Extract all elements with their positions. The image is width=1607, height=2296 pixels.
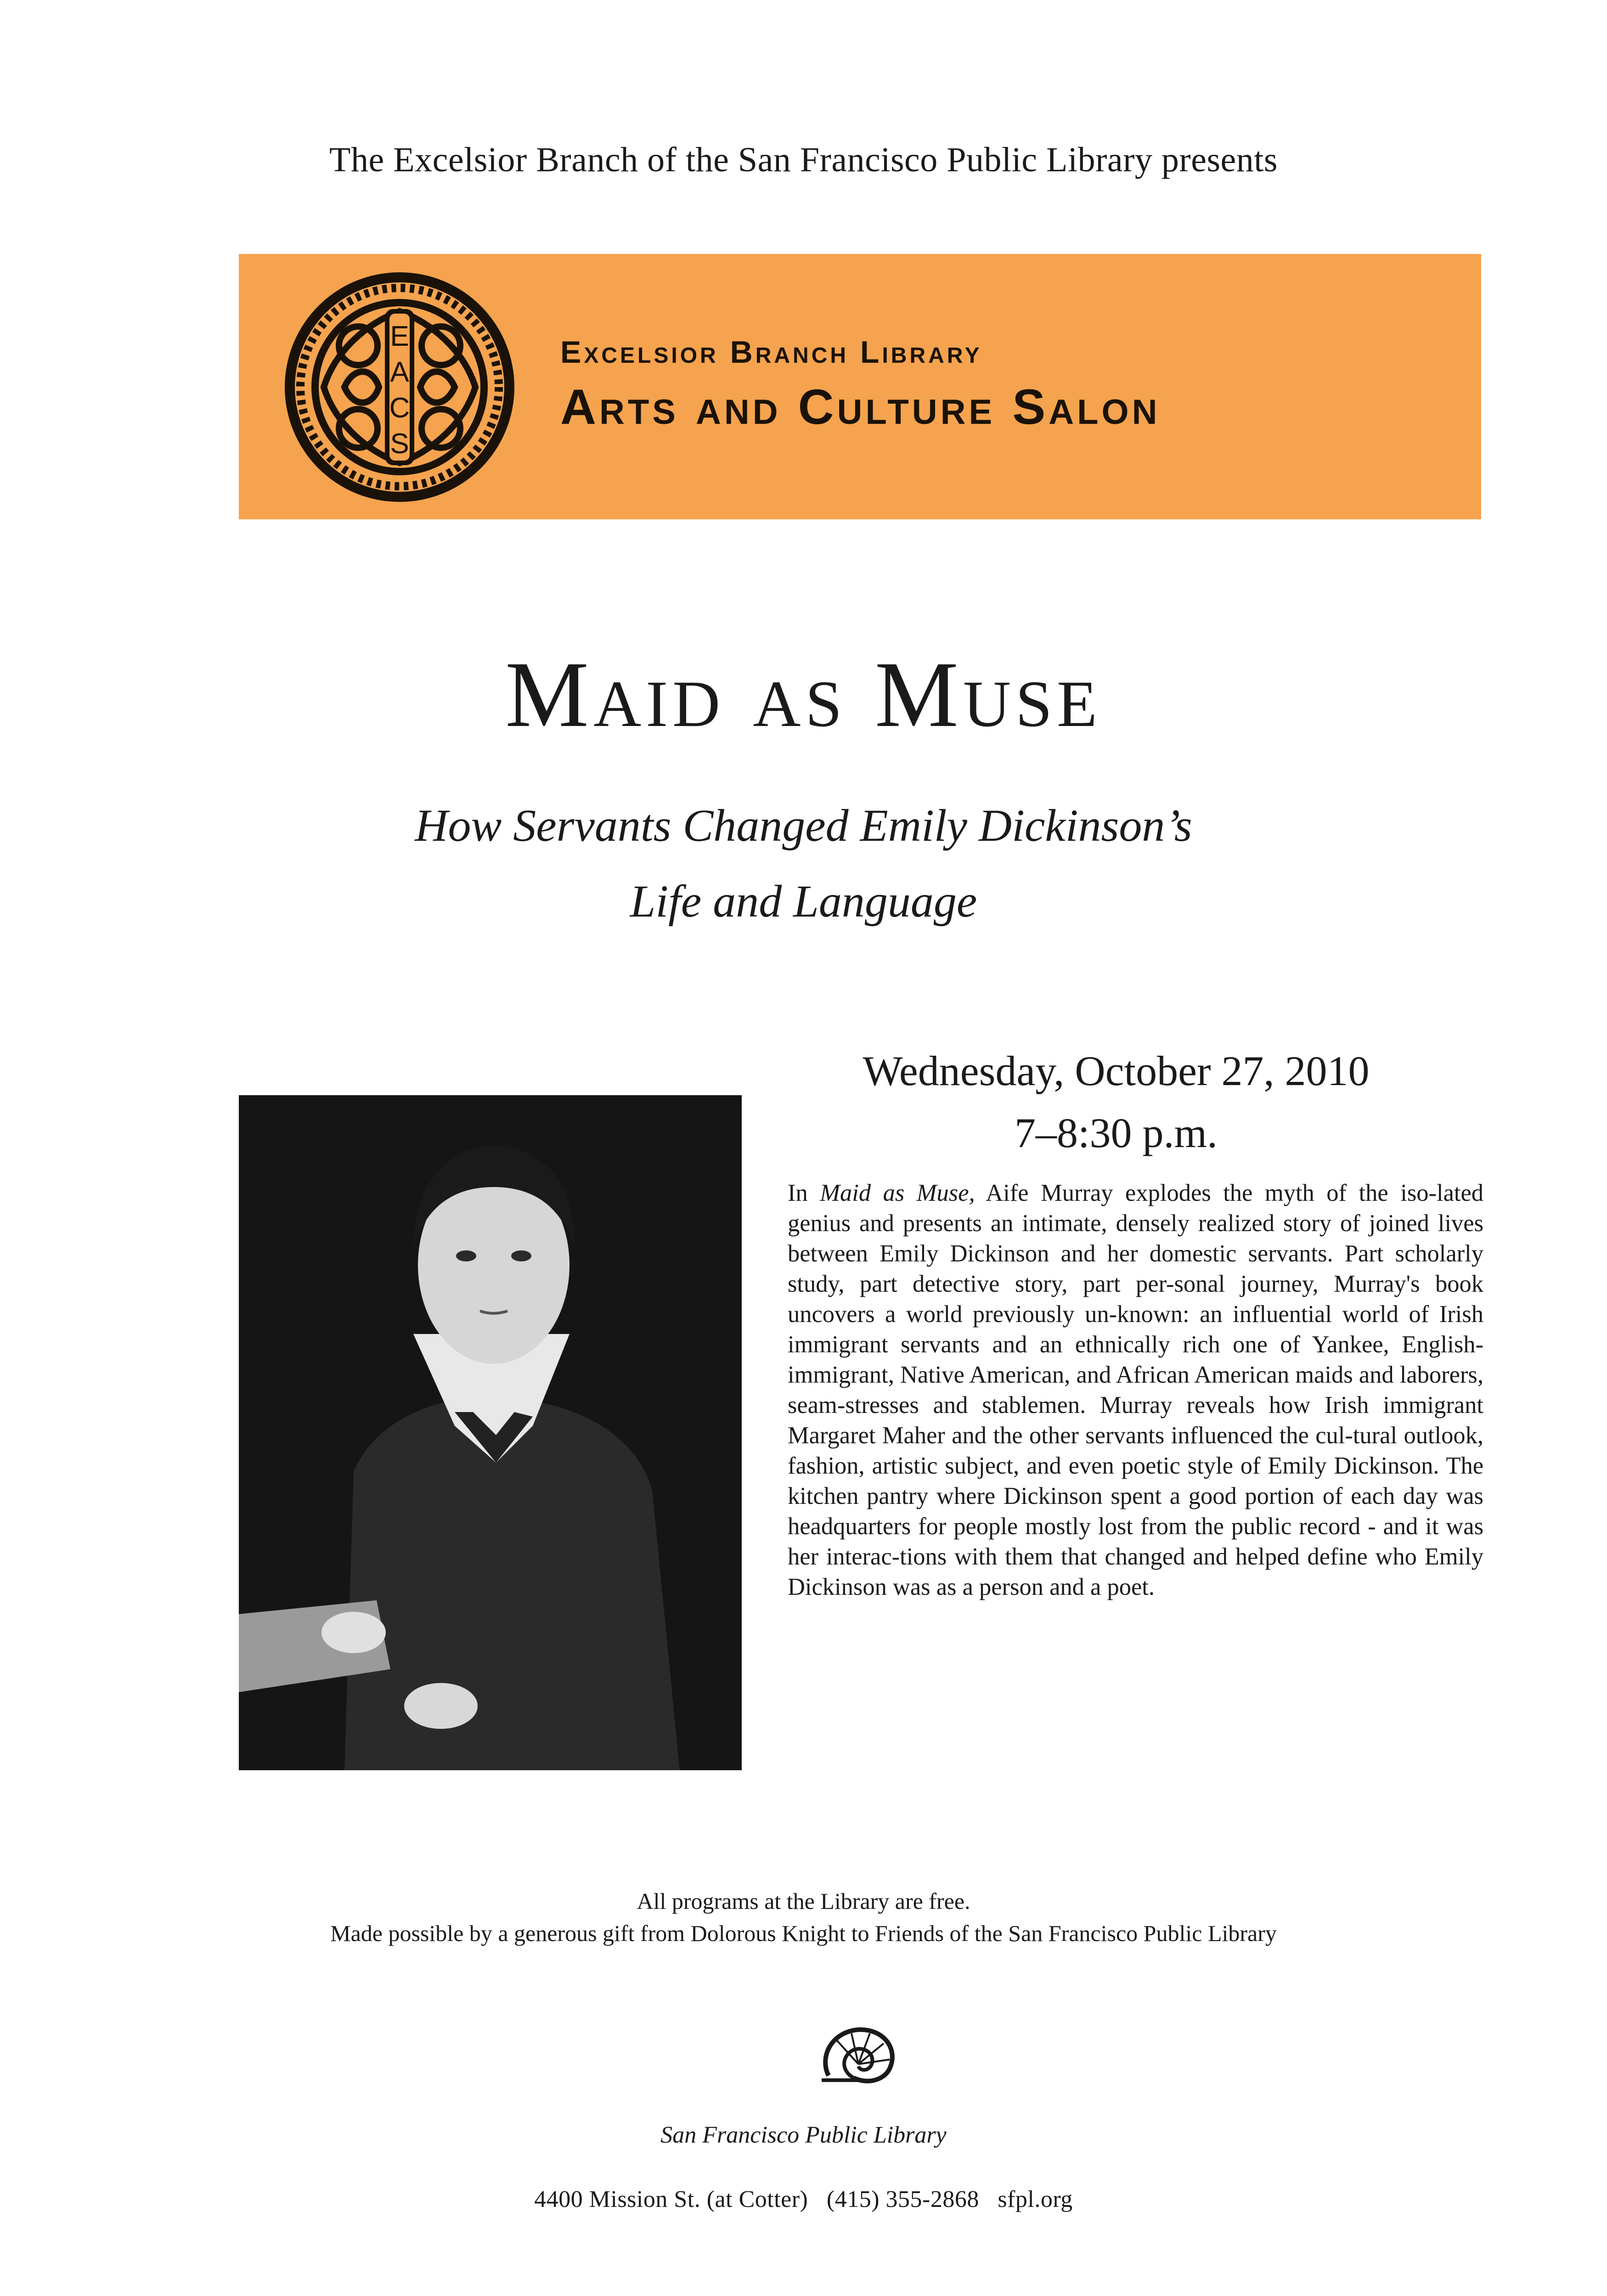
seal-letter-s: S (390, 428, 409, 460)
sponsor-note: Made possible by a generous gift from Dolorous Knight to Friends of the San Francisco Public Library (330, 1920, 1277, 1946)
free-programs-note: All programs at the Library are free. (637, 1888, 970, 1914)
emily-dickinson-portrait (239, 1095, 742, 1770)
library-address: 4400 Mission St. (at Cotter) (534, 2186, 808, 2212)
description-book-title: Maid as Muse, (820, 1180, 975, 1206)
seal-letter-a: A (390, 356, 409, 388)
presenter-line: The Excelsior Branch of the San Francisco Public Library presents (329, 141, 1278, 179)
library-website-link[interactable]: sfpl.org (998, 2186, 1073, 2212)
event-datetime (781, 1040, 1451, 1164)
event-subtitle (0, 788, 1607, 939)
seal-letter-c: C (389, 392, 410, 424)
description-lead: In (788, 1180, 820, 1206)
library-contact (0, 2186, 1607, 2213)
library-phone: (415) 355-2868 (826, 2186, 979, 2212)
banner-salon-name: Arts and Culture Salon (560, 379, 1161, 434)
eacs-seal-logo (280, 268, 519, 506)
seal-letter-e: E (390, 321, 409, 352)
event-time: 7–8:30 p.m. (1014, 1109, 1218, 1156)
subtitle-line-2: Life and Language (630, 876, 977, 927)
salon-banner (239, 254, 1481, 519)
subtitle-line-1: How Servants Changed Emily Dickinson’s (415, 800, 1192, 851)
banner-branch-name: Excelsior Branch Library (560, 335, 982, 370)
footer-notes (0, 1885, 1607, 1949)
description-body: Aife Murray explodes the myth of the iso-lated genius and presents an intimate, densely realized story of joined lives between Emily Dickinson and her domestic servants. Part scholarly study, part detective story, part per-sonal journey, Murray's book uncovers a world previously un-known: an influential world of Irish immigrant servants and an ethnically rich one of Yankee, English-immigrant, Native American, and African American maids and laborers, seam-stresses and stablemen. Murray reveals how Irish immigrant Margaret Maher and the other servants influenced the cul-tural outlook, fashion, artistic subject, and even poetic style of Emily Dickinson. The kitchen pantry where Dickinson spent a good portion of each day was headquarters for people mostly lost from the public record - and it was her interac-tions with them that changed and helped define who Emily Dickinson was as a person and a poet. (788, 1180, 1484, 1600)
event-date: Wednesday, October 27, 2010 (863, 1047, 1370, 1094)
library-name: San Francisco Public Library (660, 2122, 947, 2148)
event-description (788, 1178, 1483, 1602)
sfpl-shell-logo-icon (817, 2020, 900, 2089)
event-title: Maid as Muse (505, 642, 1102, 747)
